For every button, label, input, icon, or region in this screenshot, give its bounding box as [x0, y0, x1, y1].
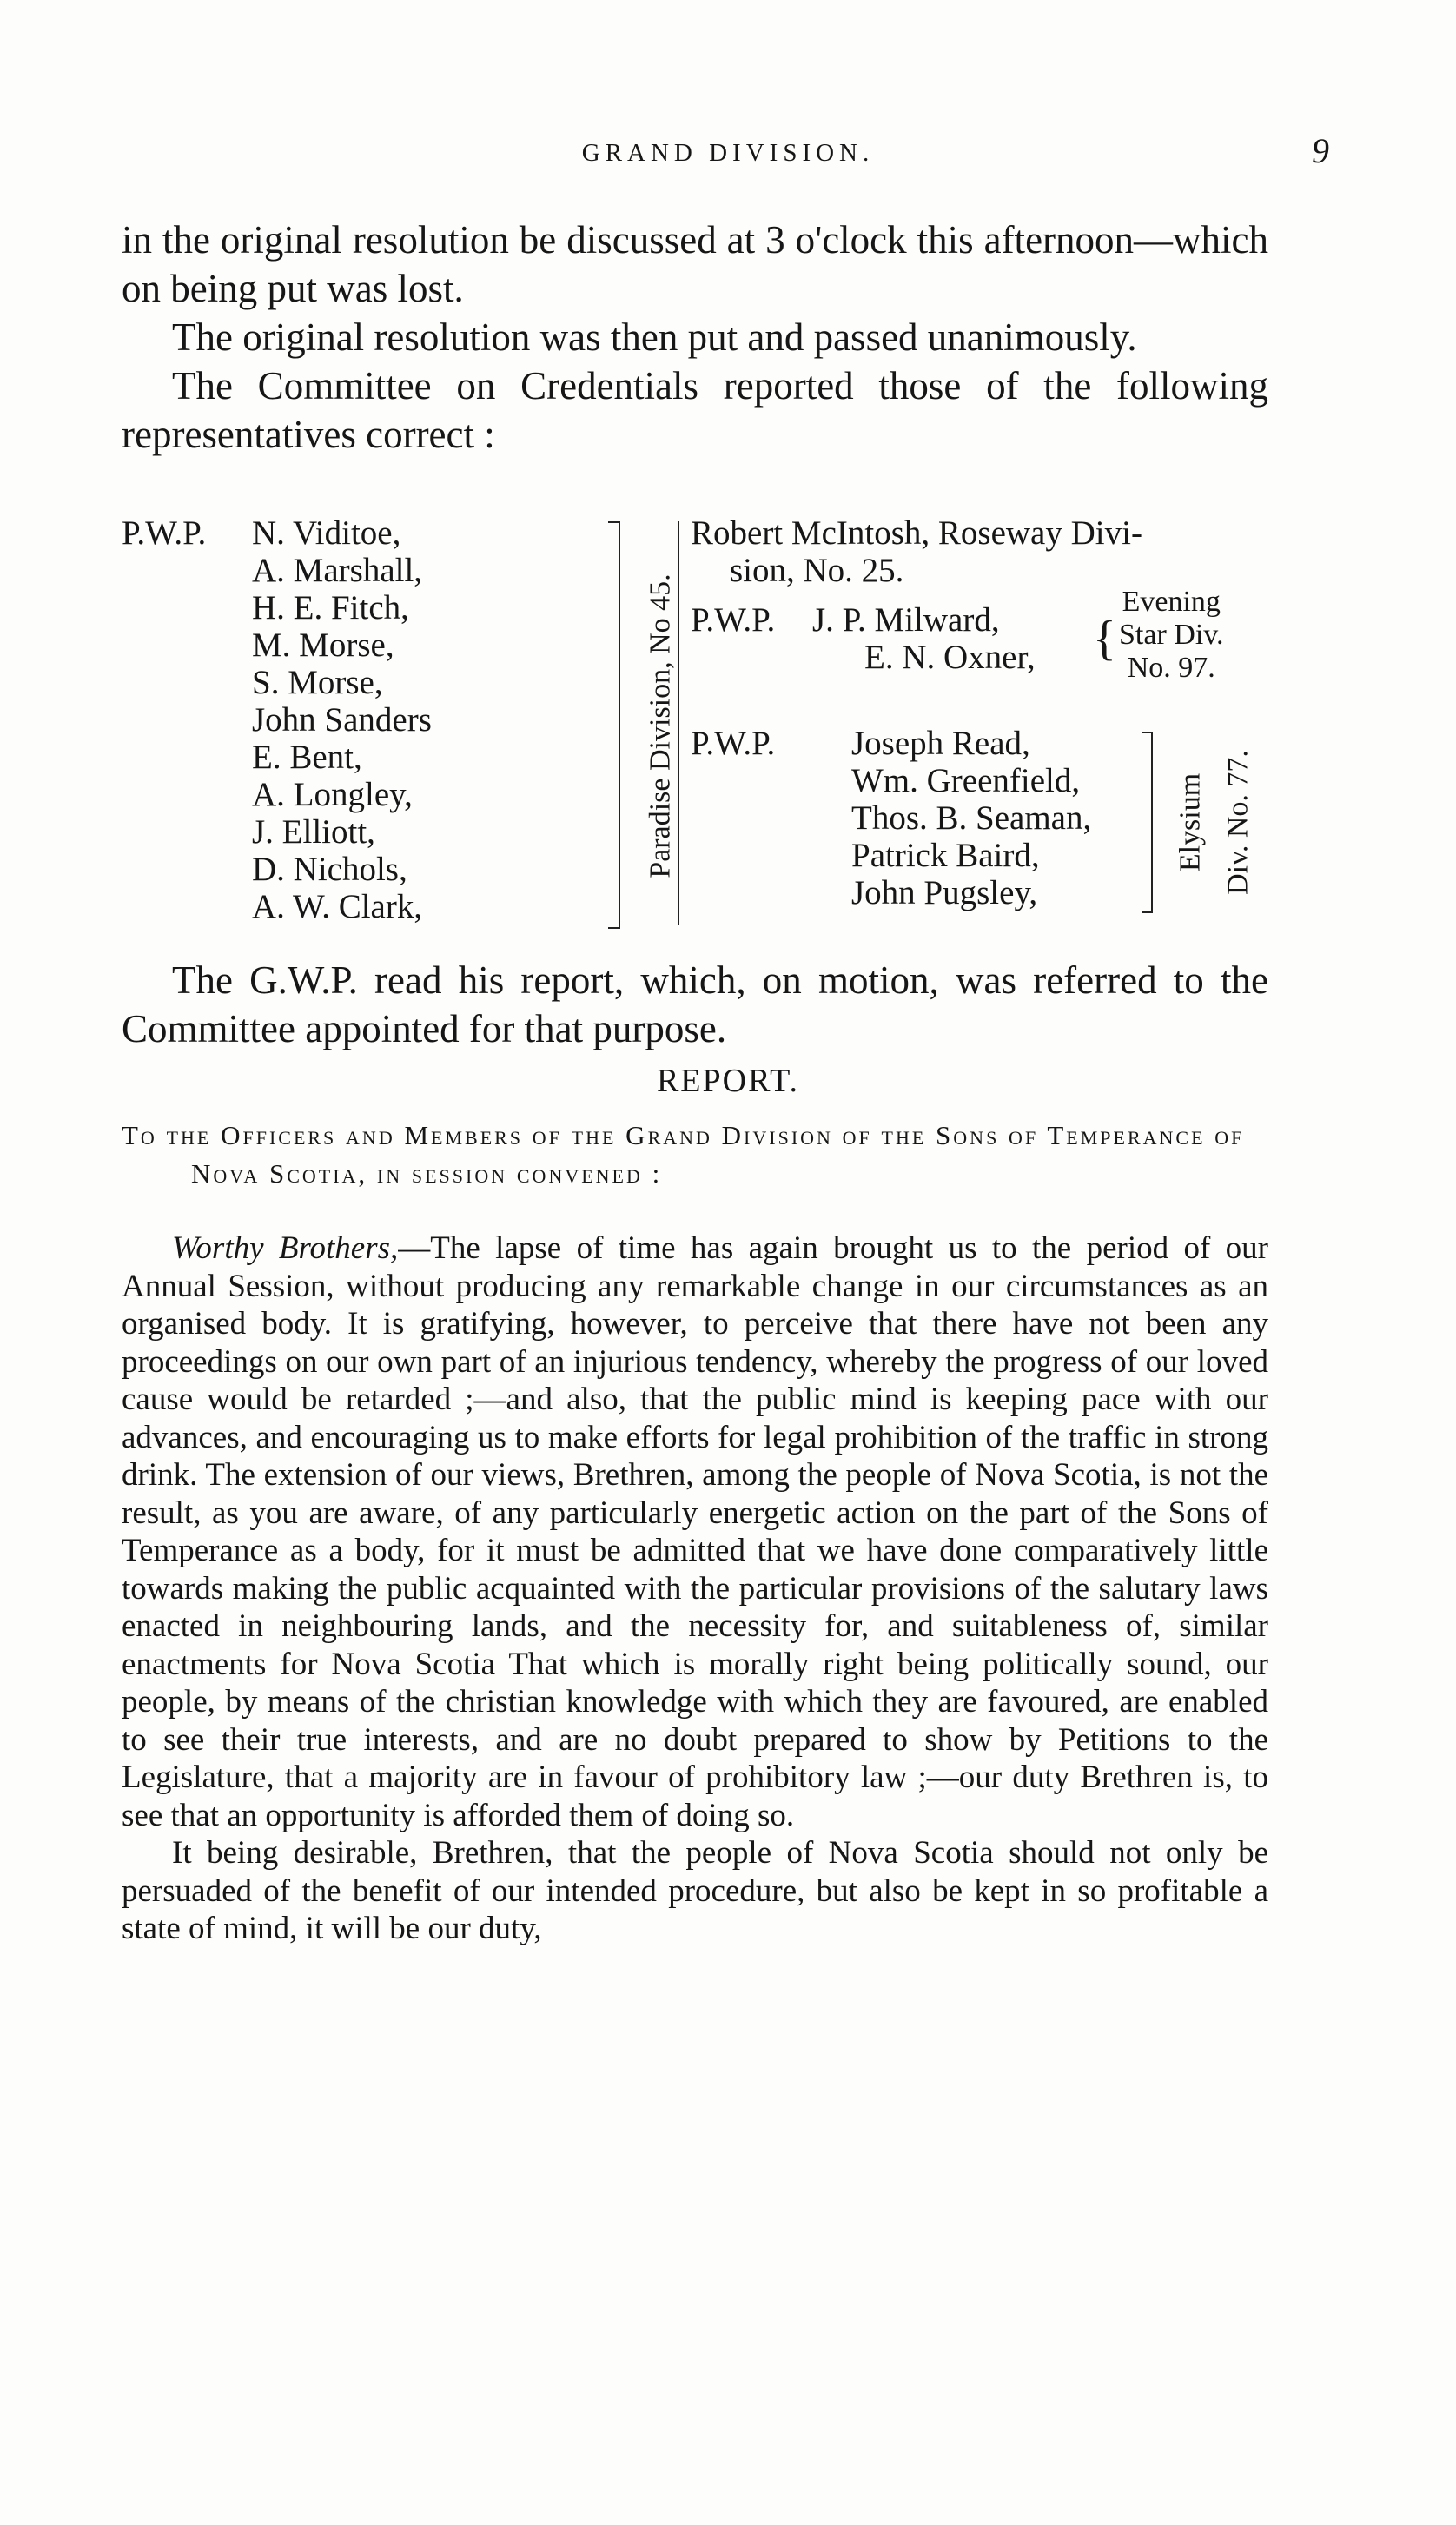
- elysium-prefix: P.W.P.: [691, 725, 776, 762]
- intro-text: [122, 215, 1268, 459]
- representative-name: Joseph Read,: [851, 725, 1030, 762]
- evening-prefix: P.W.P.: [691, 601, 776, 639]
- page-number: 9: [1312, 131, 1329, 170]
- referral-paragraph: The G.W.P. read his report, which, on motion, was referred to the Committee appointed for that purpose.: [122, 958, 1268, 1050]
- representative-name: A. Marshall,: [252, 552, 423, 589]
- representative-name: Thos. B. Seaman,: [851, 799, 1092, 837]
- credentials-list: [122, 514, 1268, 940]
- representative-name: John Pugsley,: [851, 874, 1038, 911]
- representative-name: John Sanders: [252, 701, 432, 739]
- representative-name: Patrick Baird,: [851, 837, 1040, 874]
- representative-name: E. Bent,: [252, 739, 362, 776]
- paradise-division-label: Paradise Division, No 45.: [644, 573, 677, 878]
- representative-name: Wm. Greenfield,: [851, 762, 1081, 799]
- representative-name: D. Nichols,: [252, 851, 407, 888]
- roseway-entry-line1: Robert McIntosh, Roseway Divi-: [691, 514, 1142, 552]
- paradise-bracket: [608, 521, 620, 929]
- running-head: GRAND DIVISION.: [581, 139, 875, 167]
- salutation: Worthy Brothers,: [172, 1230, 399, 1266]
- intro-paragraph-1: in the original resolution be discussed at 3 o'clock this afternoon—which on being put was lost.: [122, 218, 1268, 310]
- elysium-division-label-2: Div. No. 77.: [1221, 750, 1254, 895]
- column-divider: [678, 521, 679, 925]
- paradise-names: [252, 514, 432, 925]
- representative-name: A. W. Clark,: [252, 888, 423, 925]
- representative-name: J. Elliott,: [252, 813, 375, 851]
- report-paragraph-2: It being desirable, Brethren, that the people of Nova Scotia should not only be persuaded of the benefit of our intended procedure, but also be kept in so profitable a state of mind, it will be our duty,: [122, 1835, 1268, 1946]
- address-text: To the Officers and Members of the Grand Division of the Sons of Temperance of Nova Scotia, in session convened :: [122, 1120, 1245, 1189]
- representative-name: S. Morse,: [252, 664, 383, 701]
- elysium-names: [851, 725, 1091, 911]
- report-referral: [122, 956, 1268, 1053]
- intro-paragraph-2: The original resolution was then put and passed unanimously.: [172, 315, 1137, 359]
- elysium-bracket: [1142, 732, 1153, 913]
- report-body: [122, 1229, 1268, 1948]
- intro-paragraph-3: The Committee on Credentials reported those of the following representatives correct :: [122, 364, 1268, 456]
- evening-division-line2: Star Div.: [1119, 619, 1224, 651]
- roseway-entry-line2: sion, No. 25.: [730, 552, 904, 589]
- representative-name: H. E. Fitch,: [252, 589, 409, 626]
- evening-division-line1: Evening: [1122, 586, 1221, 618]
- elysium-division-label-1: Elysium: [1174, 772, 1207, 872]
- report-paragraph-1: [122, 1229, 1268, 1834]
- paradise-prefix: P.W.P.: [122, 514, 207, 552]
- evening-name-1: J. P. Milward,: [812, 601, 1000, 639]
- representative-name: A. Longley,: [252, 776, 413, 813]
- representative-name: N. Viditoe,: [252, 514, 401, 552]
- evening-brace: {: [1093, 612, 1116, 666]
- report-address: [122, 1117, 1268, 1193]
- report-title: REPORT.: [656, 1063, 800, 1099]
- evening-division: [1119, 586, 1224, 685]
- report-paragraph-1-text: —The lapse of time has again brought us to the period of our Annual Session, without producing any remarkable change in our circumstances as an organised body. It is gratifying, however, to perceive that there have not been any proceedings on our own part of an injurious tendency, whereby the progress of our loved cause would be retarded ;—and also, that the public mind is keeping pace with our advances, and encouraging us to make efforts for legal prohibition of the traffic in strong drink. The extension of our views, Brethren, among the people of Nova Scotia, is not the result, as you are aware, of any particularly energetic action on the part of the Sons of Temperance as a body, for it must be admitted that we have done comparatively little towards making the public acquainted with the particular provisions of the salutary laws enacted in neighbouring lands, and the necessity for, and suitableness of, similar enactments for Nova Scotia That which is morally right being politically sound, our people, by means of the christian knowledge with which they are favoured, are enabled to see their true interests, and are no doubt prepared to show by Petitions to the Legislature, that a majority are in favour of prohibitory law ;—our duty Brethren is, to see that an opportunity is afforded them of doing so.: [122, 1230, 1268, 1833]
- evening-division-line3: No. 97.: [1127, 652, 1215, 684]
- representative-name: M. Morse,: [252, 626, 394, 664]
- evening-name-2: E. N. Oxner,: [864, 639, 1036, 676]
